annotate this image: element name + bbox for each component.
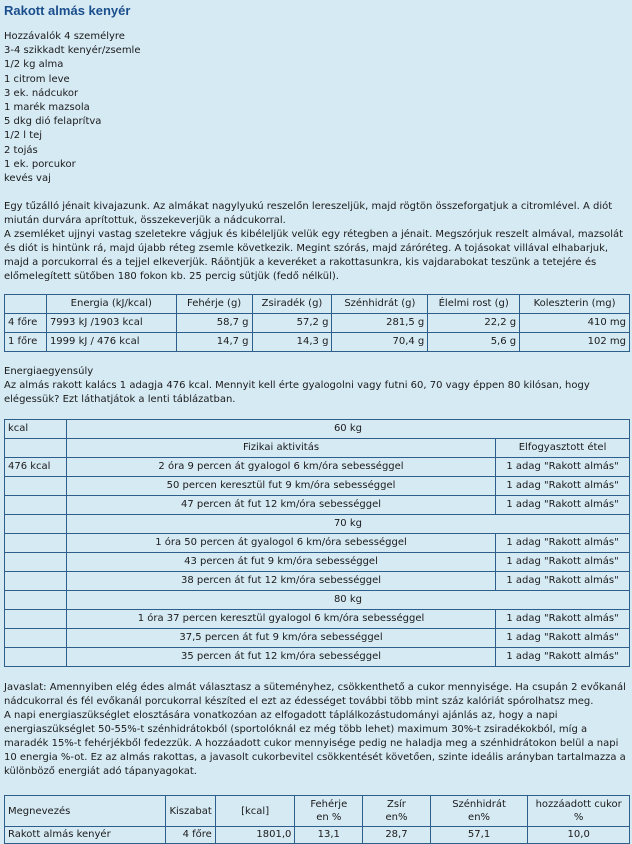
ingredient-item: 1 ek. porcukor — [4, 158, 76, 170]
summary-cell: 10,0 — [528, 827, 630, 844]
activity-cell: 1 óra 37 percen keresztül gyalogol 6 km/óra sebességgel — [66, 610, 495, 629]
weight-row — [5, 420, 630, 439]
nutrition-cell: 281,5 g — [332, 314, 428, 333]
food-cell: 1 adag "Rakott almás" — [496, 496, 630, 515]
nutrition-cell: 1 főre — [5, 333, 47, 352]
nutrition-cell: 70,4 g — [332, 333, 428, 352]
activity-cell: 38 percen át fut 12 km/óra sebességgel — [66, 572, 495, 591]
empty-cell — [5, 572, 67, 591]
nutrition-header-row — [5, 295, 630, 314]
nutrition-cell: 102 mg — [520, 333, 630, 352]
ingredient-item: 1 marék mazsola — [4, 102, 90, 114]
empty-cell — [5, 553, 67, 572]
activity-row — [5, 458, 630, 477]
suggestion-paragraph-2: A napi energiaszükséglet elosztására vonatkozóan az elfogadott táplálkozástudományi ajánlás az, hogy a napi energiaszükséglet 50-55%-t szénhidrátokból (sportolóknál ez még több lehet) maximum 30%-t zsiradékokból, míg a maradék 15%-t fehérjékből fedezzük. A hozzáadott cukor mennyisége pedig ne haladja meg a szénhidrátokon belül a napi 10 energia %-ot. Ez az almás rakottas, a javasolt cukorbevitel csökkentését követően, szinte ideális arányban tartalmazza a különböző energiát adó tápanyagokat. — [4, 710, 626, 778]
kcal-header-cell: kcal — [5, 420, 67, 439]
empty-cell — [5, 515, 67, 534]
method-paragraph-1: Egy tűzálló jénait kivajazunk. Az almákat nagylyukú reszelőn lereszeljük, majd rögtön összeforgatjuk a citromlével. A diót miután durvára aprítottuk, összekeverjük a nádcukorral. — [4, 201, 613, 227]
summary-header-cell: Fehérje en % — [295, 796, 363, 827]
activity-row — [5, 648, 630, 667]
summary-row — [5, 827, 630, 844]
summary-header-row — [5, 796, 630, 827]
summary-cell: 28,7 — [363, 827, 431, 844]
weight-cell: 60 kg — [66, 420, 629, 439]
nutrition-header-cell: Élelmi rost (g) — [428, 295, 520, 314]
summary-cell: 1801,0 — [215, 827, 295, 844]
food-cell: 1 adag "Rakott almás" — [496, 648, 630, 667]
nutrition-cell: 4 főre — [5, 314, 47, 333]
nutrition-header-cell: Szénhidrát (g) — [332, 295, 428, 314]
summary-cell: 57,1 — [430, 827, 528, 844]
activity-row — [5, 496, 630, 515]
suggestion-paragraph-1: Javaslat: Amennyiben elég édes almát választasz a süteményhez, csökkenthető a cukor mennyisége. Ha csupán 2 evőkanál nádcukorral és fél evőkanál porcukorral készíted el ezt az édességet további több mint száz kalóriát spórolhatsz meg. — [4, 682, 626, 708]
activity-row — [5, 610, 630, 629]
activity-cell: 37,5 percen át fut 9 km/óra sebességgel — [66, 629, 495, 648]
activity-row — [5, 553, 630, 572]
food-cell: 1 adag "Rakott almás" — [496, 458, 630, 477]
ingredient-item: Hozzávalók 4 személyre — [4, 31, 125, 42]
ingredient-item: 1/2 kg alma — [4, 59, 64, 71]
summary-table — [4, 795, 630, 844]
food-cell: 1 adag "Rakott almás" — [496, 534, 630, 553]
page — [4, 0, 630, 844]
weight-row — [5, 515, 630, 534]
food-cell: 1 adag "Rakott almás" — [496, 553, 630, 572]
summary-cell: Rakott almás kenyér — [5, 827, 166, 844]
activity-row — [5, 572, 630, 591]
food-cell: 1 adag "Rakott almás" — [496, 629, 630, 648]
activity-cell: 50 percen keresztül fut 9 km/óra sebességgel — [66, 477, 495, 496]
empty-cell — [5, 629, 67, 648]
activity-row — [5, 534, 630, 553]
ingredient-item: 3 ek. nádcukor — [4, 87, 79, 99]
food-cell: 1 adag "Rakott almás" — [496, 610, 630, 629]
activity-header-cell: Fizikai aktivitás — [66, 439, 495, 458]
food-header-cell: Elfogyasztott étel — [496, 439, 630, 458]
empty-cell — [5, 610, 67, 629]
nutrition-table — [4, 294, 630, 352]
summary-cell: 4 főre — [166, 827, 215, 844]
ingredient-item: 5 dkg dió felaprítva — [4, 116, 102, 128]
weight-cell: 80 kg — [66, 591, 629, 610]
nutrition-header-cell: Energia (kJ/kcal) — [46, 295, 176, 314]
ingredient-list — [4, 30, 630, 186]
summary-cell: 13,1 — [295, 827, 363, 844]
nutrition-cell: 5,6 g — [428, 333, 520, 352]
activity-cell: 1 óra 50 percen át gyalogol 6 km/óra sebességgel — [66, 534, 495, 553]
nutrition-row — [5, 314, 630, 333]
activity-cell: 47 percen át fut 12 km/óra sebességgel — [66, 496, 495, 515]
nutrition-header-cell: Fehérje (g) — [176, 295, 252, 314]
ingredient-item: 1 citrom leve — [4, 73, 70, 85]
weight-cell: 70 kg — [66, 515, 629, 534]
empty-cell — [5, 439, 67, 458]
empty-cell — [5, 591, 67, 610]
activity-row — [5, 629, 630, 648]
nutrition-cell: 14,7 g — [176, 333, 252, 352]
ingredient-item: kevés vaj — [4, 173, 51, 185]
nutrition-cell: 14,3 g — [252, 333, 332, 352]
nutrition-header-cell — [5, 295, 47, 314]
nutrition-cell: 57,2 g — [252, 314, 332, 333]
nutrition-header-cell: Koleszterin (mg) — [520, 295, 630, 314]
food-cell: 1 adag "Rakott almás" — [496, 572, 630, 591]
ingredient-item: 1/2 l tej — [4, 130, 43, 142]
activity-cell: 2 óra 9 percen át gyalogol 6 km/óra sebességgel — [66, 458, 495, 477]
nutrition-cell: 58,7 g — [176, 314, 252, 333]
ingredient-item: 2 tojás — [4, 144, 38, 156]
activity-row — [5, 477, 630, 496]
empty-cell — [5, 534, 67, 553]
summary-header-cell: hozzáadott cukor % — [528, 796, 630, 827]
nutrition-cell: 22,2 g — [428, 314, 520, 333]
summary-header-cell: Zsír en% — [363, 796, 431, 827]
balance-heading: Energiaegyensúly — [4, 366, 94, 378]
activity-header-row — [5, 439, 630, 458]
summary-header-cell: [kcal] — [215, 796, 295, 827]
activity-table — [4, 419, 630, 667]
page-title: Rakott almás kenyér — [4, 3, 131, 18]
nutrition-row — [5, 333, 630, 352]
food-cell: 1 adag "Rakott almás" — [496, 477, 630, 496]
empty-cell — [5, 477, 67, 496]
weight-row — [5, 591, 630, 610]
empty-cell — [5, 648, 67, 667]
summary-header-cell: Kiszabat — [166, 796, 215, 827]
nutrition-cell: 1999 kJ / 476 kcal — [46, 333, 176, 352]
activity-cell: 43 percen át fut 9 km/óra sebességgel — [66, 553, 495, 572]
balance-text: Az almás rakott kalács 1 adagja 476 kcal. Mennyit kell érte gyalogolni vagy futni 60, 70 vagy éppen 80 kilósan, hogy elégessük? Ezt láthatjátok a lenti táblázatban. — [4, 380, 590, 406]
nutrition-cell: 410 mg — [520, 314, 630, 333]
ingredient-item: 3-4 szikkadt kenyér/zsemle — [4, 45, 141, 57]
summary-header-cell: Szénhidrát en% — [430, 796, 528, 827]
empty-cell — [5, 496, 67, 515]
activity-cell: 35 percen át fut 12 km/óra sebességgel — [66, 648, 495, 667]
kcal-value-cell: 476 kcal — [5, 458, 67, 477]
method-paragraph-2: A zsemléket ujjnyi vastag szeletekre vágjuk és kibéleljük velük egy rétegben a jénait. Megszórjuk reszelt almával, mazsolát és diót is hintünk rá, majd újabb réteg zsemle következik. Megint szórás, majd záróréteg. A tojásokat villával elhabarjuk, majd a porcukorral és a tejjel elkeverjük. Ráöntjük a keveréket a rakottasunkra, kis vajdarabokat teszünk a tetejére és előmelegített sütőben 180 fokon kb. 25 percig sütjük (fedő nélkül). — [4, 229, 624, 283]
nutrition-cell: 7993 kJ /1903 kcal — [46, 314, 176, 333]
summary-header-cell: Megnevezés — [5, 796, 166, 827]
nutrition-header-cell: Zsiradék (g) — [252, 295, 332, 314]
